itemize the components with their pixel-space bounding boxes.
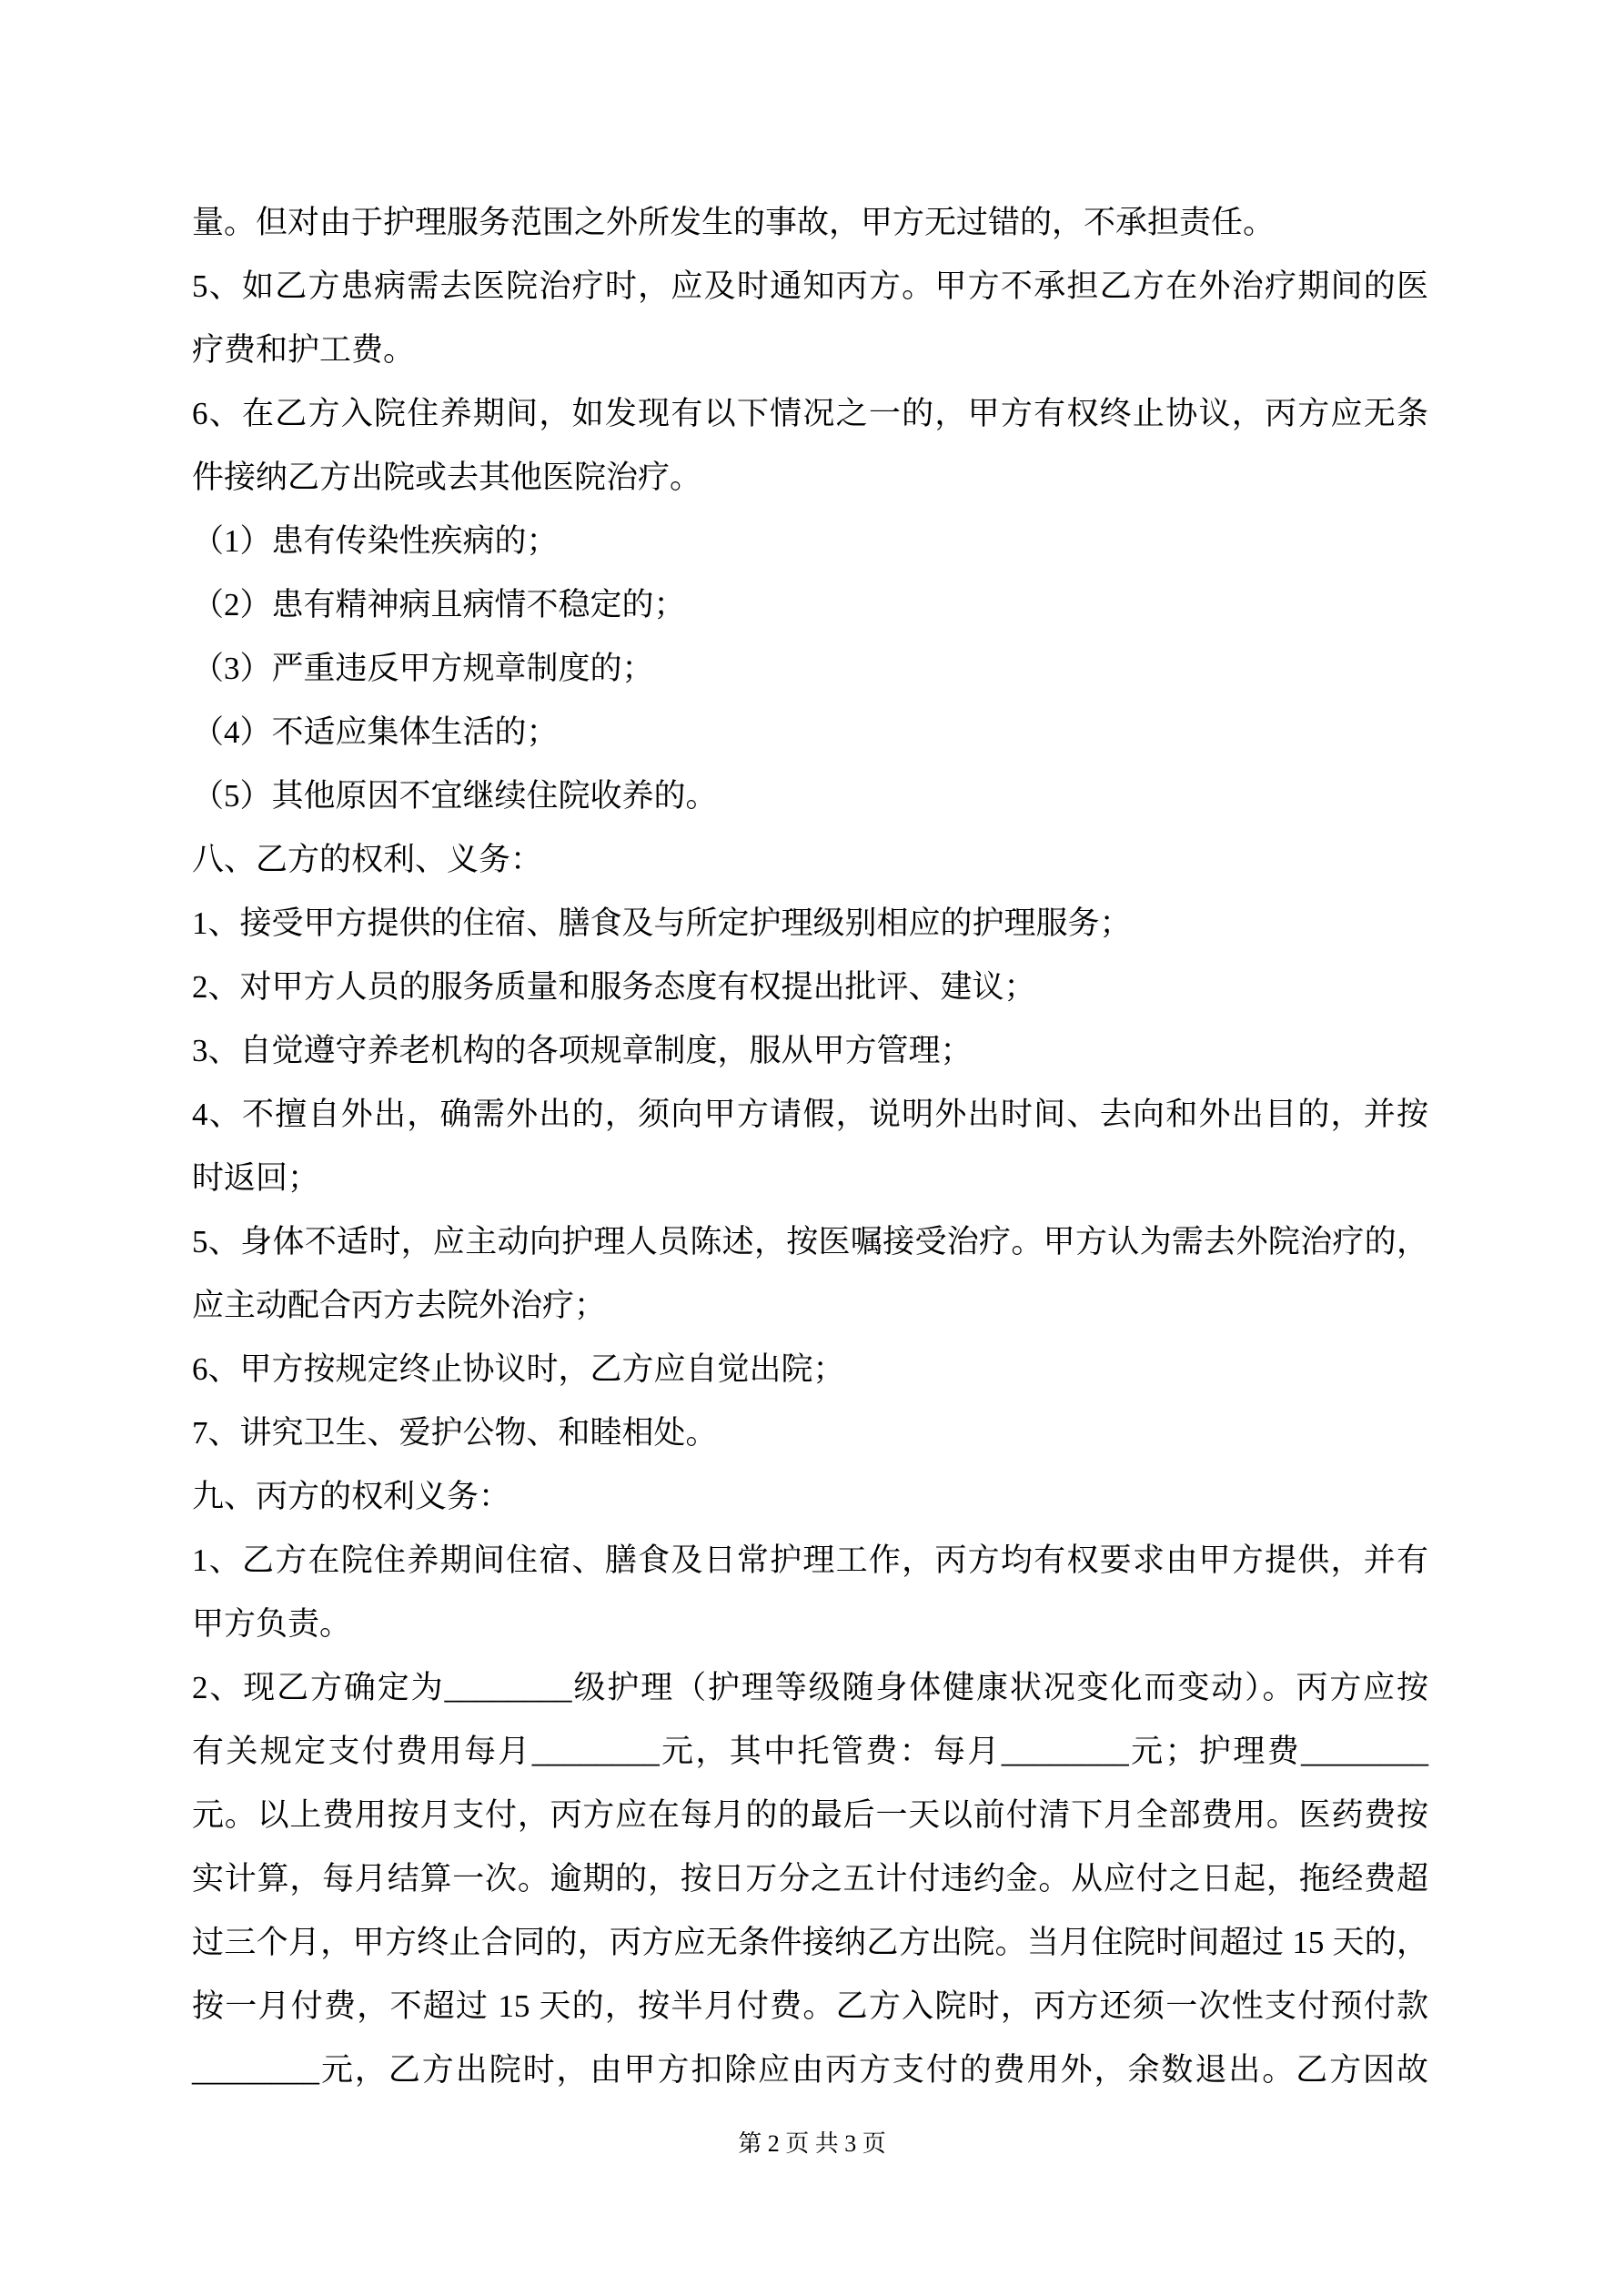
doc-list-item: （2）患有精神病且病情不稳定的； [192,587,686,622]
doc-line: 7、讲究卫生、爱护公物、和睦相处。 [192,1415,718,1451]
doc-line: 3、自觉遵守养老机构的各项规章制度，服从甲方管理； [192,1033,973,1068]
doc-line: 甲方负责。 [192,1606,352,1642]
doc-line: 实计算，每月结算一次。逾期的，按日万分之五计付违约金。从应付之日起，拖经费超 [192,1861,1428,1896]
doc-line: 时返回； [192,1160,320,1196]
doc-list-item: （1）患有传染性疾病的； [192,523,559,559]
doc-line: 量。但对由于护理服务范围之外所发生的事故，甲方无过错的，不承担责任。 [192,205,1276,240]
doc-line: 4、不擅自外出，确需外出的，须向甲方请假，说明外出时间、去向和外出目的，并按 [192,1097,1428,1132]
doc-list-item: （5）其他原因不宜继续住院收养的。 [192,778,718,814]
doc-line: 按一月付费，不超过 15 天的，按半月付费。乙方入院时，丙方还须一次性支付预付款 [192,1988,1428,2024]
doc-line: 6、在乙方入院住养期间，如发现有以下情况之一的，甲方有权终止协议，丙方应无条 [192,396,1428,431]
doc-line: 1、接受甲方提供的住宿、膳食及与所定护理级别相应的护理服务； [192,905,1132,941]
doc-list-item: （4）不适应集体生活的； [192,714,559,750]
doc-line: 2、对甲方人员的服务质量和服务态度有权提出批评、建议； [192,969,1036,1005]
doc-list-item: （3）严重违反甲方规章制度的； [192,651,654,686]
doc-line: 过三个月，甲方终止合同的，丙方应无条件接纳乙方出院。当月住院时间超过 15 天的， [192,1925,1428,1960]
doc-line: 1、乙方在院住养期间住宿、膳食及日常护理工作，丙方均有权要求由甲方提供，并有 [192,1542,1428,1578]
page-number-footer: 第 2 页 共 3 页 [738,2130,886,2157]
doc-line: 疗费和护工费。 [192,332,416,368]
doc-line: 元。以上费用按月支付，丙方应在每月的的最后一天以前付清下月全部费用。医药费按 [192,1797,1428,1833]
doc-line: 应主动配合丙方去院外治疗； [192,1288,607,1323]
doc-line: 5、身体不适时，应主动向护理人员陈述，按医嘱接受治疗。甲方认为需去外院治疗的， [192,1224,1428,1259]
doc-line-with-blank: 2、现乙方确定为________级护理（护理等级随身体健康状况变化而变动）。丙方应按 [192,1670,1428,1705]
doc-line: 5、如乙方患病需去医院治疗时，应及时通知丙方。甲方不承担乙方在外治疗期间的医 [192,268,1428,304]
doc-line: 6、甲方按规定终止协议时，乙方应自觉出院； [192,1351,845,1387]
doc-section-heading: 八、乙方的权利、义务： [192,842,543,877]
doc-line-with-blank: 有关规定支付费用每月________元，其中托管费：每月________元；护理费________ [192,1734,1428,1769]
contract-body-text [192,191,1428,2102]
doc-line: 件接纳乙方出院或去其他医院治疗。 [192,460,702,495]
doc-line-with-blank: ________元，乙方出院时，由甲方扣除应由丙方支付的费用外，余数退出。乙方因故 [192,2052,1428,2088]
doc-section-heading: 九、丙方的权利义务： [192,1479,511,1514]
